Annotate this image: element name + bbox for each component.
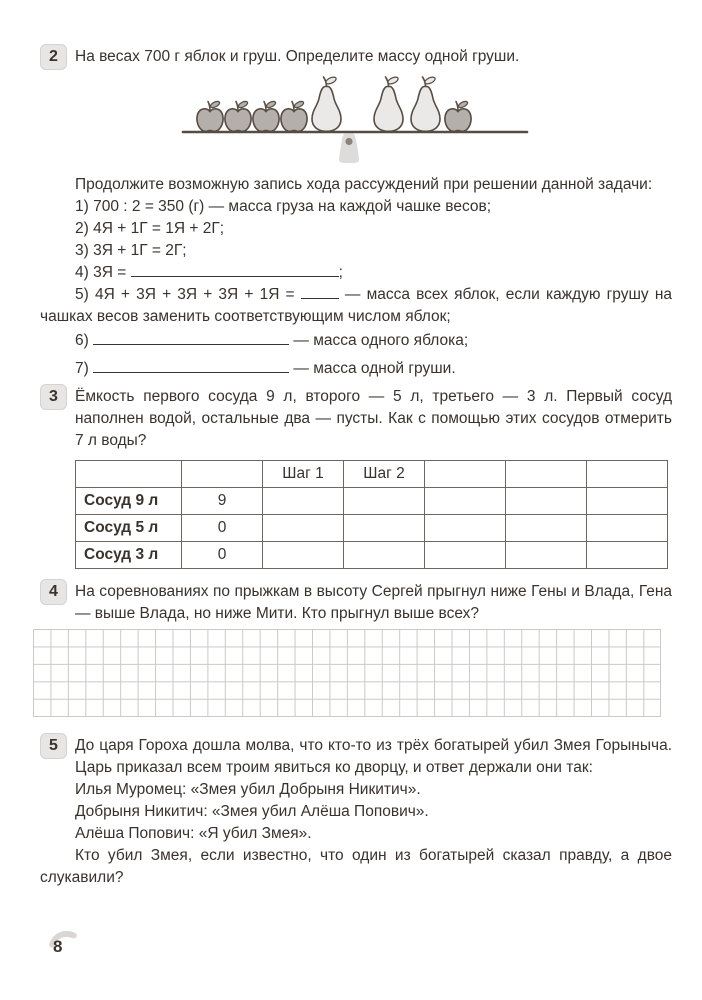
solution-step-6 bbox=[40, 330, 672, 352]
answer-blank bbox=[93, 359, 289, 373]
page-number: 8 bbox=[53, 937, 63, 956]
page-footer bbox=[40, 926, 110, 972]
task-5-head bbox=[40, 735, 672, 845]
apple-icon bbox=[445, 100, 471, 131]
step-text: 3Я = bbox=[93, 264, 127, 281]
answer-blank bbox=[301, 285, 339, 299]
table-cell bbox=[344, 542, 425, 569]
table-cell: 0 bbox=[182, 515, 263, 542]
table-row-vessel-3 bbox=[76, 542, 668, 569]
claim-ilya: Илья Муромец: «Змея убил Добрыня Никитич». bbox=[75, 781, 421, 798]
answer-blank bbox=[93, 331, 289, 345]
apple-icon bbox=[225, 100, 251, 131]
task-3-number-badge: 3 bbox=[40, 384, 67, 410]
step-label: 5) bbox=[75, 286, 89, 303]
apple-icon bbox=[253, 100, 279, 131]
claim-dobrynya: Добрыня Никитич: «Змея убил Алёша Попович». bbox=[75, 803, 429, 820]
table-header-row bbox=[76, 461, 668, 488]
step-text: 700 : 2 = 350 (г) — масса груза на каждой чашке весов; bbox=[93, 198, 492, 215]
task-4 bbox=[40, 581, 672, 717]
task-2-number-badge: 2 bbox=[40, 44, 67, 70]
solution-step-7 bbox=[40, 358, 672, 380]
pear-icon bbox=[374, 76, 403, 132]
step-label: 1) bbox=[75, 198, 89, 215]
step-text: 4Я + 1Г = 1Я + 2Г; bbox=[93, 220, 225, 237]
step-text: — масса одной груши. bbox=[293, 360, 456, 377]
header-cell bbox=[587, 461, 668, 488]
answer-blank bbox=[131, 263, 339, 277]
task-4-head bbox=[40, 581, 672, 625]
fulcrum-pivot-dot bbox=[345, 138, 352, 145]
task-3 bbox=[40, 386, 672, 569]
table-cell bbox=[425, 515, 506, 542]
task-3-statement: Ёмкость первого сосуда 9 л, второго — 5 л, третьего — 3 л. Первый сосуд наполнен водой, остальные два — пусты. Как с помощью этих сосудов отмерить 7 л воды? bbox=[75, 388, 672, 449]
solution-step-1 bbox=[40, 196, 672, 218]
table-cell: 0 bbox=[182, 542, 263, 569]
header-cell bbox=[506, 461, 587, 488]
solution-step-5 bbox=[40, 284, 672, 328]
table-cell bbox=[506, 515, 587, 542]
row-label: Сосуд 5 л bbox=[76, 515, 182, 542]
table-row-vessel-9 bbox=[76, 488, 668, 515]
task-2-statement: На весах 700 г яблок и груш. Определите массу одной груши. bbox=[75, 48, 520, 65]
task-4-number-badge: 4 bbox=[40, 579, 67, 605]
step-label: 7) bbox=[75, 360, 89, 377]
step-text: 3Я + 1Г = 2Г; bbox=[93, 242, 187, 259]
table-cell bbox=[587, 488, 668, 515]
table-cell bbox=[263, 488, 344, 515]
pear-icon bbox=[411, 76, 440, 132]
task-5-statement bbox=[75, 735, 672, 845]
solution-step-2 bbox=[40, 218, 672, 240]
fruits-on-scale bbox=[197, 76, 471, 132]
table-cell bbox=[263, 542, 344, 569]
task-2-head bbox=[40, 46, 672, 70]
table-cell bbox=[425, 488, 506, 515]
step-label: 4) bbox=[75, 264, 89, 281]
table-row-vessel-5 bbox=[76, 515, 668, 542]
step-text: — масса всех яблок, если каждую грушу на чашках весов заменить соответствующим числом яблок; bbox=[40, 286, 673, 325]
task-4-statement: На соревнованиях по прыжкам в высоту Сергей прыгнул ниже Гены и Влада, Гена — выше Влада, но ниже Мити. Кто прыгнул выше всех? bbox=[75, 583, 672, 622]
step-label: 3) bbox=[75, 242, 89, 259]
table-cell bbox=[425, 542, 506, 569]
header-cell bbox=[182, 461, 263, 488]
table-cell bbox=[506, 488, 587, 515]
apple-icon bbox=[281, 100, 307, 131]
step-text: ; bbox=[338, 264, 343, 281]
task-5-intro: До царя Гороха дошла молва, что кто-то из трёх богатырей убил Змея Горыныча. Царь приказал всем троим явиться ко дворцу, и ответ держали они так: bbox=[75, 737, 672, 776]
table-cell bbox=[506, 542, 587, 569]
table-cell: 9 bbox=[182, 488, 263, 515]
table-cell bbox=[344, 488, 425, 515]
balance-scale-svg bbox=[180, 74, 532, 170]
apple-icon bbox=[197, 100, 223, 131]
vessels-table bbox=[75, 460, 668, 569]
task-2-intro: Продолжите возможную запись хода рассуждений при решении данной задачи: bbox=[75, 176, 653, 193]
task-5 bbox=[40, 735, 672, 889]
solution-step-4 bbox=[40, 262, 672, 284]
table-cell bbox=[587, 542, 668, 569]
answer-grid-paper bbox=[33, 629, 661, 717]
row-label: Сосуд 3 л bbox=[76, 542, 182, 569]
task-2 bbox=[40, 46, 672, 380]
header-cell: Шаг 2 bbox=[344, 461, 425, 488]
solution-step-3 bbox=[40, 240, 672, 262]
step-label: 6) bbox=[75, 332, 89, 349]
task-5-number-badge: 5 bbox=[40, 733, 67, 759]
pear-icon bbox=[312, 76, 341, 132]
claim-alyosha: Алёша Попович: «Я убил Змея». bbox=[75, 825, 312, 842]
task-5-question: Кто убил Змея, если известно, что один из богатырей сказал правду, а двое слукавили? bbox=[40, 847, 672, 886]
row-label: Сосуд 9 л bbox=[76, 488, 182, 515]
table-cell bbox=[263, 515, 344, 542]
balance-scale-illustration bbox=[40, 74, 672, 170]
task-3-head bbox=[40, 386, 672, 452]
step-text: 4Я + 3Я + 3Я + 3Я + 1Я = bbox=[94, 286, 295, 303]
table-cell bbox=[587, 515, 668, 542]
header-cell bbox=[76, 461, 182, 488]
header-cell bbox=[425, 461, 506, 488]
table-cell bbox=[344, 515, 425, 542]
step-text: — масса одного яблока; bbox=[293, 332, 469, 349]
step-label: 2) bbox=[75, 220, 89, 237]
header-cell: Шаг 1 bbox=[263, 461, 344, 488]
